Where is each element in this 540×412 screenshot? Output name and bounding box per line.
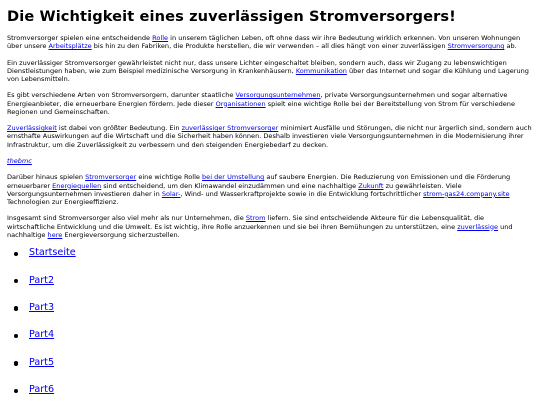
text-span: , private Versorgungsunternehmen und sogar alternative Energieanbieter, die erneuerbare Energien fördern. Jede dieser bbox=[7, 91, 508, 108]
text-span: Stromversorger spielen eine entscheidende bbox=[7, 34, 153, 42]
text-span: Insgesamt sind Stromversorger also viel mehr als nur Unternehmen, die bbox=[7, 214, 246, 223]
paragraph-types bbox=[7, 91, 533, 116]
page-navigation bbox=[7, 247, 533, 411]
nav-item-part6 bbox=[7, 384, 533, 411]
paragraph-conclusion bbox=[7, 214, 533, 239]
nav-item-part4 bbox=[7, 329, 533, 356]
text-span: minimiert Ausfälle und Störungen, die nicht nur ärgerlich sind, sondern auch ernsthafte Auswirkungen auf die Wirtschaft und die Sicherheit haben können. Deshalb investieren viele Versorgungsunternehmen in die Modernisierung ihrer Infrastruktur, um die Zuverlässigkeit zu verbessern und den steigenden Energiebedarf zu decken. bbox=[7, 124, 532, 149]
text-span: auf saubere Energien. Die Reduzierung von Emissionen und die Förderung erneuerbarer bbox=[7, 173, 511, 190]
link-versorgungsunternehmen[interactable]: Versorgungsunternehmen bbox=[235, 91, 321, 100]
text-span: liefern. Sie sind entscheidende Akteure für die Lebensqualität, die wirtschaftliche Entwicklung und die Umwelt. Es ist wichtig, ihre Rolle anzuerkennen und sie bei ihren Bemühungen zu unterstützen, eine bbox=[7, 214, 485, 231]
link-energiequellen[interactable]: Energiequellen bbox=[52, 181, 102, 190]
nav-item-startseite bbox=[7, 247, 533, 274]
link-rolle[interactable]: Rolle bbox=[152, 34, 169, 42]
paragraph-transition bbox=[7, 173, 533, 206]
nav-link-part3[interactable]: Part3 bbox=[29, 301, 55, 313]
text-span: spielt eine wichtige Rolle bei der Bereitstellung von Strom für verschiedene Regionen und Gemeinschaften. bbox=[7, 99, 515, 116]
nav-link-startseite[interactable]: Startseite bbox=[29, 247, 76, 259]
link-strom[interactable]: Strom bbox=[245, 214, 266, 223]
text-span: ist dabei von größter Bedeutung. Ein bbox=[56, 124, 182, 133]
link-stromversorgung[interactable]: Stromversorgung bbox=[447, 42, 505, 51]
link-zuverlaessige[interactable]: zuverlässige bbox=[457, 222, 499, 231]
link-zukunft[interactable]: Zukunft bbox=[358, 181, 384, 190]
link-here[interactable]: here bbox=[47, 230, 63, 239]
text-span: Technologien zur Energieeffizienz. bbox=[7, 197, 119, 206]
link-thebmc[interactable]: thebmc bbox=[7, 156, 32, 165]
text-span: bis hin zu den Fabriken, die Produkte herstellen, die wir verwenden – all dies hängt von einer zuverlässigen bbox=[91, 42, 448, 51]
bullet-icon bbox=[14, 306, 18, 310]
bullet-icon bbox=[14, 361, 18, 365]
nav-link-part5[interactable]: Part5 bbox=[29, 356, 55, 368]
text-span: in unserem täglichen Leben, oft ohne dass wir ihre Bedeutung wirklich erkennen. Von unseren Wohnungen über unsere bbox=[7, 34, 521, 51]
paragraph-brand bbox=[7, 157, 533, 165]
bullet-icon bbox=[14, 334, 18, 338]
paragraph-reliability bbox=[7, 124, 533, 149]
link-solar[interactable]: Solar- bbox=[161, 189, 181, 198]
text-span: , Wind- und Wasserkraftprojekte sowie in die Entwicklung fortschrittlicher bbox=[180, 189, 424, 198]
bullet-icon bbox=[14, 279, 18, 283]
nav-item-part2 bbox=[7, 275, 533, 302]
link-zuverlaessigkeit[interactable]: Zuverlässigkeit bbox=[7, 124, 57, 133]
link-strom-gas24[interactable]: strom-gas24.company.site bbox=[423, 189, 510, 198]
text-span: und nachhaltige bbox=[7, 222, 513, 239]
text-span: zu gewährleisten. Viele Versorgungsunternehmen investieren daher in bbox=[7, 181, 462, 198]
bullet-icon bbox=[14, 389, 18, 393]
nav-link-part2[interactable]: Part2 bbox=[29, 274, 55, 286]
text-span: eine wichtige Rolle bbox=[136, 173, 203, 182]
text-span: sind entscheidend, um den Klimawandel einzudämmen und eine nachhaltige bbox=[101, 181, 359, 190]
text-span: Energieversorgung sicherzustellen. bbox=[62, 230, 180, 239]
nav-link-part4[interactable]: Part4 bbox=[29, 329, 55, 341]
link-zuverlaessiger-stromversorger[interactable]: zuverlässiger Stromversorger bbox=[181, 124, 279, 133]
link-stromversorger[interactable]: Stromversorger bbox=[85, 173, 137, 182]
bullet-icon bbox=[14, 252, 18, 256]
link-arbeitsplaetze[interactable]: Arbeitsplätze bbox=[48, 42, 92, 51]
nav-link-part6[interactable]: Part6 bbox=[29, 384, 55, 396]
text-span: Darüber hinaus spielen bbox=[7, 173, 86, 182]
text-span: Ein zuverlässiger Stromversorger gewährleistet nicht nur, dass unsere Lichter eingeschaltet bleiben, sondern auch, dass wir Zugang zu lebenswichtigen Dienstleistungen haben, wie zum Beispiel medizinische Versorgung in Krankenhäusern, bbox=[7, 58, 507, 75]
paragraph-intro bbox=[7, 34, 533, 50]
nav-item-part3 bbox=[7, 302, 533, 329]
page-title: Die Wichtigkeit eines zuverlässigen Stromversorgers! bbox=[7, 8, 456, 25]
link-kommunikation[interactable]: Kommunikation bbox=[295, 66, 347, 75]
text-span: über das Internet und sogar die Kühlung und Lagerung von Lebensmitteln. bbox=[7, 66, 529, 83]
link-organisationen[interactable]: Organisationen bbox=[215, 99, 266, 108]
paragraph-services bbox=[7, 59, 533, 84]
link-bei-der-umstellung[interactable]: bei der Umstellung bbox=[202, 173, 265, 182]
text-span: Es gibt verschiedene Arten von Stromversorgern, darunter staatliche bbox=[7, 91, 236, 100]
text-span: ab. bbox=[504, 42, 517, 51]
nav-item-part5 bbox=[7, 357, 533, 384]
